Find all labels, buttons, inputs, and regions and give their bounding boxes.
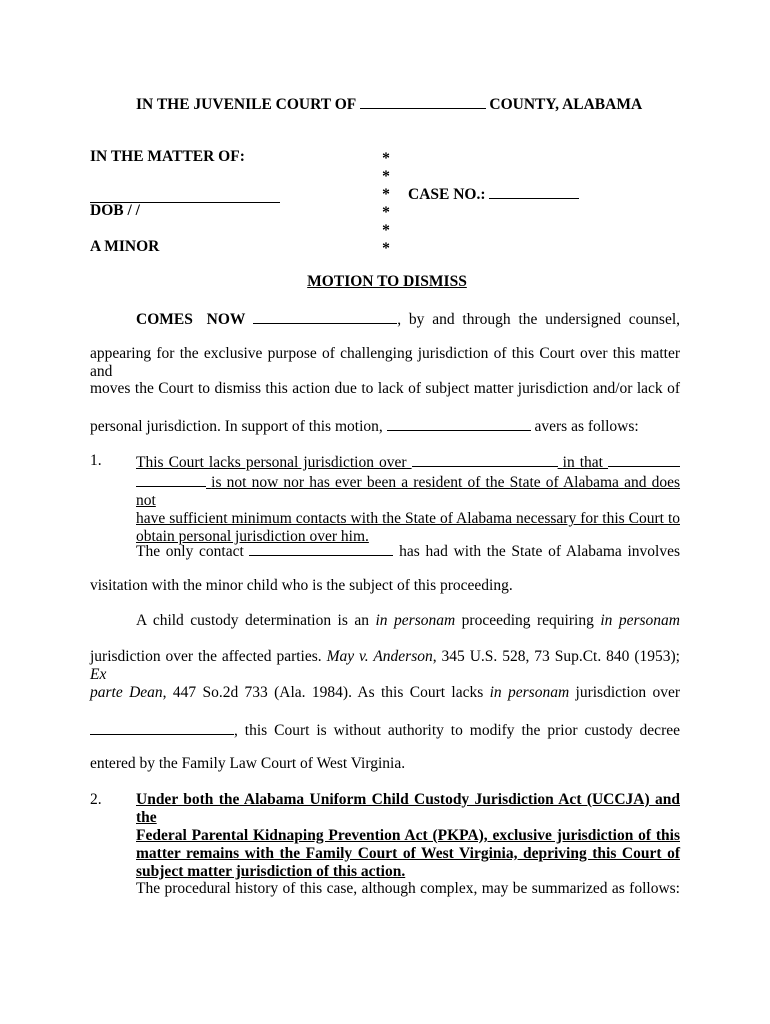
item-2-line-3: matter remains with the Family Court of West Virginia, depriving this Court of bbox=[136, 845, 680, 862]
case-number-label: CASE NO.: bbox=[408, 186, 486, 203]
item-1-line-2: is not now nor has ever been a resident of the State of Alabama and does not bbox=[136, 474, 681, 509]
custody-line-3-b: , 447 So.2d 733 (Ala. 1984). As this Court lacks bbox=[162, 684, 484, 701]
caption-separator: * bbox=[382, 222, 390, 239]
custody-line-2-c: , 345 U.S. 528, 73 Sup.Ct. 840 (1953); bbox=[432, 648, 680, 665]
county-blank[interactable] bbox=[360, 94, 486, 109]
movant-name-blank[interactable] bbox=[253, 309, 397, 324]
item-1-line-4: obtain personal jurisdiction over him. bbox=[136, 528, 369, 545]
custody-line-1-c: proceeding requiring bbox=[461, 612, 594, 629]
item-1-line-1-a: This Court lacks personal jurisdiction over bbox=[136, 454, 407, 471]
case-number bbox=[408, 184, 579, 204]
item-2-line-2: Federal Parental Kidnaping Prevention Act (PKPA), exclusive jurisdiction of this bbox=[136, 827, 680, 844]
comes-now-label: COMES NOW bbox=[136, 311, 246, 328]
item-2-line-4: subject matter jurisdiction of this action. bbox=[136, 863, 406, 880]
item-1-line-3: have sufficient minimum contacts with the State of Alabama necessary for this Court to bbox=[136, 510, 680, 527]
contact-name-blank[interactable] bbox=[249, 541, 393, 556]
document-title bbox=[0, 273, 770, 291]
intro-line-4 bbox=[90, 416, 639, 436]
custody-line-4-b: , this Court is without authority to modify the prior custody decree bbox=[234, 722, 680, 739]
caption-separator: * bbox=[382, 168, 390, 185]
custody-line-1-d: in personam bbox=[600, 612, 680, 629]
minor-label: A MINOR bbox=[90, 238, 160, 255]
intro-line-1-rest: , by and through the undersigned counsel, bbox=[397, 311, 681, 328]
item-2-number: 2. bbox=[90, 791, 102, 808]
custody-line-2 bbox=[90, 648, 680, 684]
intro-line-3: moves the Court to dismiss this action due to lack of subject matter jurisdiction and/or lack of bbox=[90, 380, 680, 397]
document-title-text: MOTION TO DISMISS bbox=[307, 273, 467, 290]
averring-party-blank[interactable] bbox=[387, 416, 531, 431]
caption-separator: * bbox=[382, 150, 390, 167]
history-line-1: The procedural history of this case, although complex, may be summarized as follows: bbox=[136, 880, 680, 897]
court-heading-suffix: COUNTY, ALABAMA bbox=[489, 96, 643, 113]
court-heading bbox=[136, 94, 642, 114]
custody-line-1-b: in personam bbox=[375, 612, 456, 629]
contact-line-2: visitation with the minor child who is the subject of this proceeding. bbox=[90, 577, 513, 594]
custody-line-1 bbox=[136, 612, 680, 630]
case-number-blank[interactable] bbox=[489, 184, 579, 199]
citation-may-v-anderson: May v. Anderson bbox=[326, 648, 433, 665]
contact-line-1-b: has had with the State of Alabama involves bbox=[399, 543, 681, 560]
custody-line-5: entered by the Family Law Court of West Virginia. bbox=[90, 755, 406, 772]
intro-line-2: appearing for the exclusive purpose of challenging jurisdiction of this Court over this matter and bbox=[90, 345, 680, 380]
custody-name-blank[interactable] bbox=[90, 720, 234, 735]
item-1-name-blank[interactable] bbox=[412, 452, 558, 467]
court-heading-prefix: IN THE JUVENILE COURT OF bbox=[136, 96, 356, 113]
item-2-text bbox=[136, 791, 680, 881]
citation-parte-dean: parte Dean bbox=[90, 684, 163, 701]
custody-line-4 bbox=[90, 720, 680, 740]
custody-line-2-a: jurisdiction over the affected parties. bbox=[90, 648, 322, 665]
item-1-name-blank-3[interactable] bbox=[136, 472, 206, 487]
intro-line-4-b: avers as follows: bbox=[534, 418, 639, 435]
item-1-line bbox=[136, 472, 680, 510]
custody-line-3-d: jurisdiction over bbox=[575, 684, 681, 701]
party-name-blank[interactable] bbox=[90, 188, 280, 203]
dob-label: DOB / / bbox=[90, 202, 140, 219]
item-1-number: 1. bbox=[90, 452, 102, 469]
intro-line-4-a: personal jurisdiction. In support of this motion, bbox=[90, 418, 383, 435]
matter-label: IN THE MATTER OF: bbox=[90, 148, 245, 165]
custody-line-1-a: A child custody determination is an bbox=[136, 612, 370, 629]
caption-separator: * bbox=[382, 240, 390, 257]
custody-line-3-c: in personam bbox=[489, 684, 570, 701]
item-1-line-1-b: in that bbox=[562, 454, 603, 471]
item-1-name-blank-2[interactable] bbox=[608, 452, 680, 467]
item-1-line bbox=[136, 452, 680, 472]
custody-line-3 bbox=[90, 684, 680, 702]
item-1-text bbox=[136, 452, 680, 546]
caption-separator: * bbox=[382, 186, 390, 203]
item-2-line-1: Under both the Alabama Uniform Child Custody Jurisdiction Act (UCCJA) and the bbox=[136, 791, 680, 826]
caption-separator: * bbox=[382, 204, 390, 221]
contact-line-1-a: The only contact bbox=[136, 543, 244, 560]
contact-line-1 bbox=[136, 541, 680, 561]
citation-ex: Ex bbox=[90, 666, 107, 683]
intro-line-1 bbox=[136, 309, 680, 329]
